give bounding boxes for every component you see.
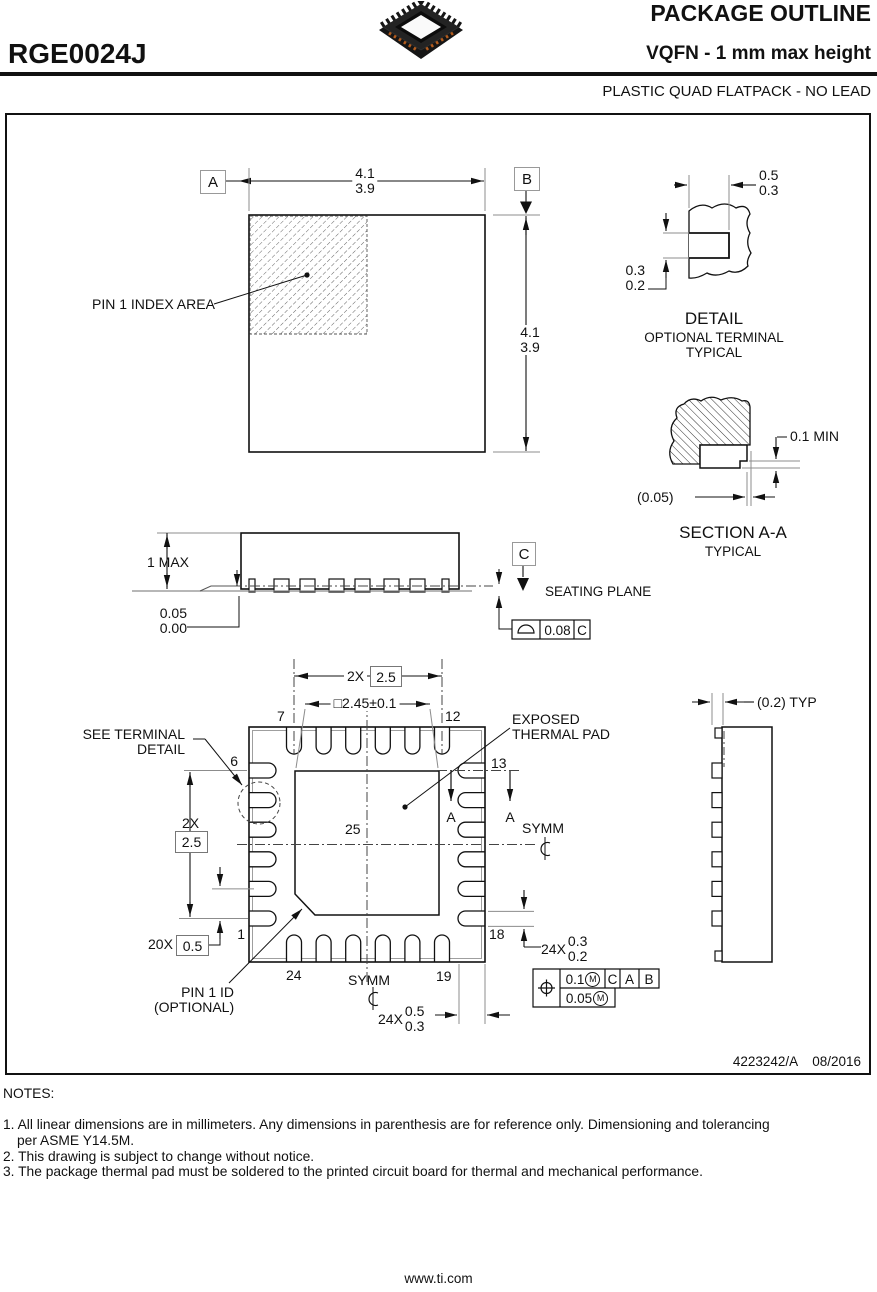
fcf-tolerance2-value: 0.05 [565, 990, 593, 1006]
pin1-id-line1: PIN 1 ID [181, 984, 234, 1000]
terminal-width-min: 0.3 [759, 182, 779, 198]
pin-label-19: 19 [436, 968, 452, 984]
pitch-left-value: 2.5 [175, 831, 208, 853]
pin-label-18: 18 [489, 926, 505, 942]
exposed-pad-line2: THERMAL PAD [512, 726, 611, 742]
top-view-drawing [214, 165, 540, 452]
centerline-symbol-icon [369, 987, 378, 1010]
lead-length-dim [541, 934, 587, 964]
exposed-pad-line1: EXPOSED [512, 711, 580, 727]
note-2: 2. This drawing is subject to change without notice. [3, 1149, 315, 1164]
centerline-symbol-icon [541, 837, 550, 860]
lead-width-count: 24X [378, 1010, 403, 1027]
datum-b-flag: B [514, 167, 540, 191]
terminal-width-max: 0.5 [759, 167, 779, 183]
fcf-datum-c: C [607, 971, 618, 987]
lead-width-max: 0.5 [404, 1003, 425, 1019]
qfn-package-3d-icon [375, 1, 467, 63]
fcf-tolerance1 [562, 970, 604, 988]
mmc-modifier-icon: M [593, 991, 608, 1006]
standoff-max: 0.05 [159, 605, 187, 621]
pin1-index-area-label: PIN 1 INDEX AREA [92, 296, 215, 312]
fcf-tolerance2 [562, 989, 612, 1007]
lead-length-max: 0.3 [567, 933, 588, 949]
lead-pitch-count: 20X [148, 936, 173, 952]
symm-label-bottom: SYMM [348, 972, 390, 988]
seating-plane-label: SEATING PLANE [545, 584, 652, 599]
lead-length-count: 24X [541, 940, 566, 957]
datum-a-flag: A [200, 170, 226, 194]
package-height-subtitle: VQFN - 1 mm max height [646, 43, 871, 64]
note-1b: per ASME Y14.5M. [17, 1133, 135, 1148]
body-length-min: 3.9 [520, 339, 540, 355]
pin-label-24: 24 [286, 967, 302, 983]
header-rule [0, 72, 877, 76]
pin-label-7: 7 [277, 708, 285, 724]
pin-label-1: 1 [237, 926, 245, 942]
body-width-dim [352, 166, 377, 196]
pitch-left-count: 2X [182, 815, 200, 831]
detail-title: DETAIL [684, 309, 744, 328]
note-3: 3. The package thermal pad must be soldered to the printed circuit board for thermal and mechanical performance. [3, 1164, 703, 1179]
wettable-flank-dim: 0.1 MIN [790, 428, 840, 444]
pin1-id-label [154, 985, 234, 1015]
standoff-min: 0.00 [159, 620, 187, 636]
fcf-datum-a: A [624, 971, 634, 987]
pitch-top-count: 2X [344, 669, 367, 684]
body-width-max: 4.1 [355, 165, 375, 181]
pin-label-25: 25 [345, 821, 361, 837]
pin-label-6: 6 [230, 753, 238, 769]
pin-label-13: 13 [491, 755, 507, 771]
note-1: 1. All linear dimensions are in millimeters. Any dimensions in parenthesis are for reference only. Dimensioning and tolerancing [3, 1117, 770, 1132]
body-width-min: 3.9 [355, 180, 375, 196]
side-typ-dim: (0.2) TYP [757, 694, 817, 710]
datum-c-flag: C [512, 542, 536, 566]
lead-width-dim [378, 1004, 424, 1034]
detail-subtitle2: TYPICAL [685, 345, 743, 360]
lead-width-min: 0.3 [404, 1018, 425, 1034]
thermal-pad-size-dim: □2.45±0.1 [331, 696, 400, 711]
terminal-thickness-max: 0.3 [625, 262, 645, 278]
body-length-dim [517, 325, 542, 355]
standoff-dim [155, 606, 187, 636]
terminal-detail-drawing [648, 175, 756, 289]
section-marker-a-left: A [446, 809, 456, 825]
website-link: www.ti.com [404, 1271, 473, 1286]
title-block [719, 1054, 861, 1069]
section-subtitle: TYPICAL [704, 544, 762, 559]
section-aa-drawing [670, 397, 800, 506]
terminal-width-dim [759, 168, 778, 198]
right-side-view-drawing [692, 693, 772, 962]
lead-pitch-value: 0.5 [176, 935, 209, 956]
mmc-modifier-icon: M [585, 972, 600, 987]
flatness-tolerance: 0.08 [544, 622, 571, 638]
part-number: RGE0024J [8, 38, 147, 69]
pin-label-12: 12 [445, 708, 461, 724]
see-terminal-line2: DETAIL [137, 741, 185, 757]
see-terminal-line1: SEE TERMINAL [82, 726, 185, 742]
see-terminal-detail-label [79, 727, 185, 757]
drawing-line-art [7, 115, 869, 1073]
section-title: SECTION A-A [679, 523, 787, 542]
package-type-label: PLASTIC QUAD FLATPACK - NO LEAD [602, 83, 871, 100]
package-height-dim: 1 MAX [146, 554, 189, 570]
symm-label-right: SYMM [522, 820, 564, 836]
drawing-date: 08/2016 [812, 1054, 861, 1069]
detail-subtitle1: OPTIONAL TERMINAL [644, 330, 784, 345]
flatness-datum: C [577, 622, 587, 638]
notes-heading: NOTES: [3, 1086, 55, 1101]
fcf-tolerance1-value: 0.1 [565, 971, 585, 987]
terminal-thickness-dim [617, 263, 645, 293]
lead-length-min: 0.2 [567, 948, 588, 964]
terminal-thickness-min: 0.2 [625, 277, 645, 293]
drawing-number: 4223242/A [732, 1054, 799, 1069]
drawing-frame [5, 113, 871, 1075]
page-title: PACKAGE OUTLINE [650, 0, 871, 26]
right-side-view-leads [712, 728, 722, 961]
fcf-datum-b: B [644, 971, 654, 987]
pin1-id-line2: (OPTIONAL) [154, 999, 235, 1015]
exposed-thermal-pad-label [512, 712, 610, 742]
terminal-gap-dim: (0.05) [637, 489, 674, 505]
pitch-top-value: 2.5 [370, 666, 402, 687]
body-length-max: 4.1 [520, 324, 540, 340]
section-marker-a-right: A [505, 809, 515, 825]
